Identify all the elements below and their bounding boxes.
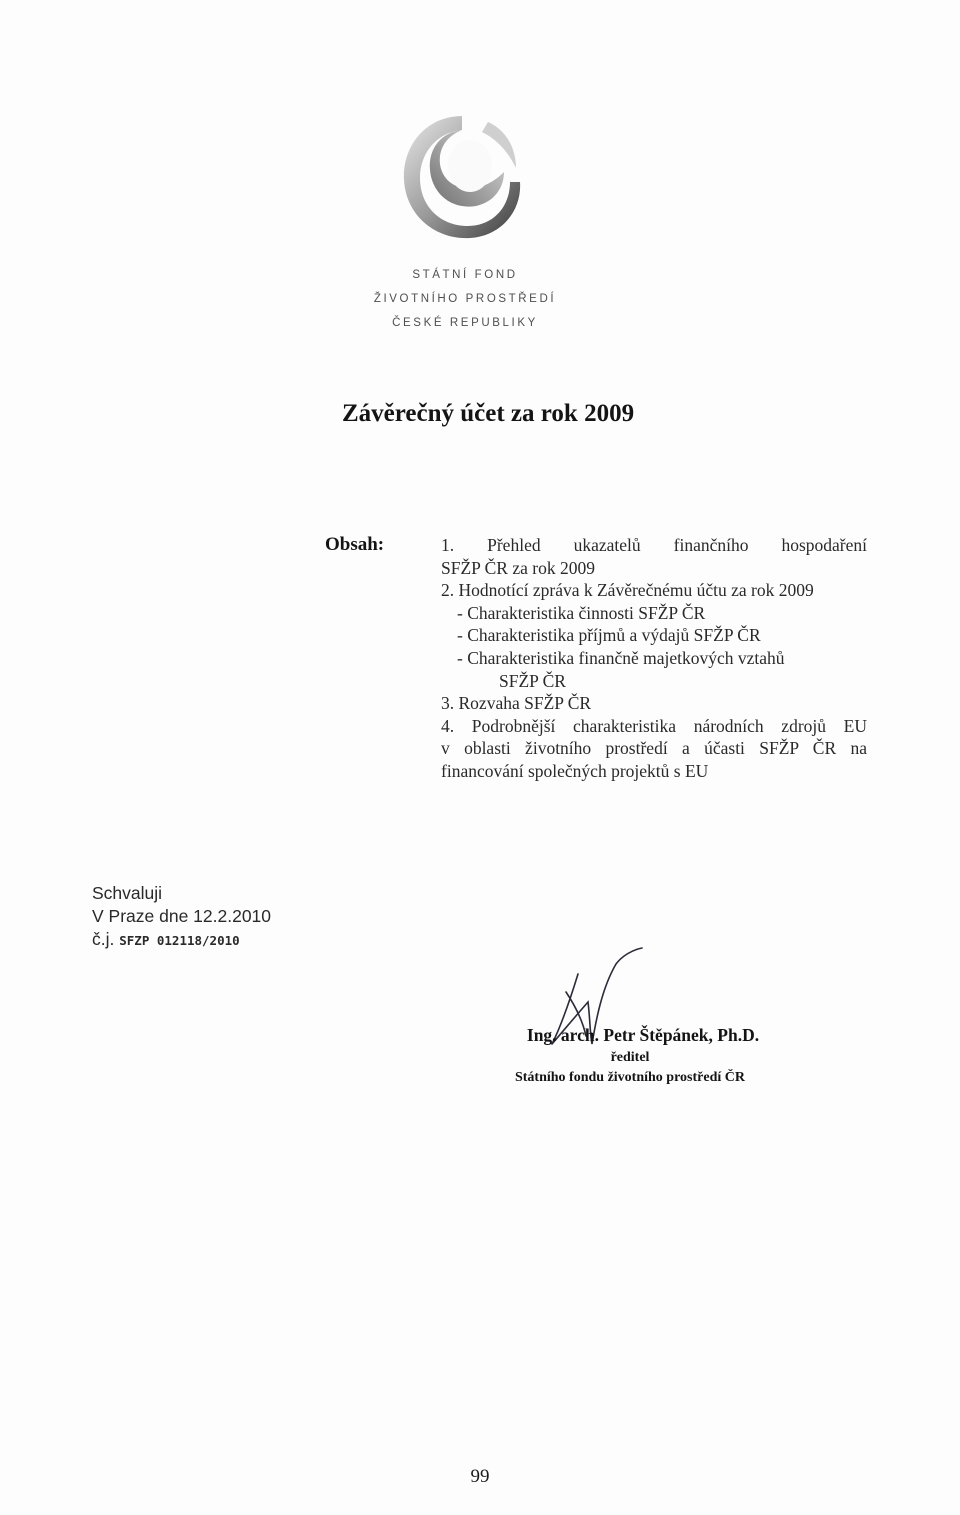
contents-item: SFŽP ČR za rok 2009 bbox=[441, 557, 595, 578]
signatory-organization: Státního fondu životního prostředí ČR bbox=[514, 1070, 745, 1085]
organization-line: ČESKÉ REPUBLIKY bbox=[392, 317, 538, 329]
contents-subitem: SFŽP ČR bbox=[499, 670, 566, 691]
organization-name bbox=[340, 263, 590, 335]
place-date: V Praze dne 12.2.2010 bbox=[92, 906, 272, 926]
contents-item: 1. Přehled ukazatelů finančního hospodaření bbox=[441, 535, 867, 555]
contents-item: 2. Hodnotící zpráva k Závěrečnému účtu za rok 2009 bbox=[441, 580, 814, 601]
contents-label: Obsah: bbox=[325, 534, 385, 555]
reference-code: SFZP 012118/2010 bbox=[119, 933, 240, 948]
approval-block bbox=[92, 882, 271, 952]
contents-item: v oblasti životního prostředí a účasti SFŽP ČR na bbox=[441, 738, 867, 759]
reference-prefix: č.j. bbox=[92, 929, 115, 949]
contents-item: 3. Rozvaha SFŽP ČR bbox=[441, 693, 592, 714]
contents-item: financování společných projektů s EU bbox=[441, 760, 709, 781]
contents-subitem: - Charakteristika činnosti SFŽP ČR bbox=[457, 602, 706, 623]
contents-subitem: - Charakteristika finančně majetkových vztahů bbox=[457, 647, 785, 668]
approval-text: Schvaluji bbox=[92, 883, 163, 903]
document-title: Závěrečný účet za rok 2009 bbox=[342, 400, 635, 427]
page-number: 99 bbox=[470, 1466, 490, 1487]
contents-subitem: - Charakteristika příjmů a výdajů SFŽP ČR bbox=[457, 625, 761, 646]
contents-list bbox=[441, 534, 867, 783]
organization-line: STÁTNÍ FOND bbox=[412, 269, 518, 281]
signatory-name: Ing. arch. Petr Štěpánek, Ph.D. bbox=[526, 1025, 760, 1045]
signatory-role: ředitel bbox=[610, 1050, 650, 1065]
signatory-block bbox=[470, 1022, 790, 1088]
contents-item: 4. Podrobnější charakteristika národních zdrojů EU bbox=[441, 715, 867, 736]
organization-line: ŽIVOTNÍHO PROSTŘEDÍ bbox=[373, 293, 557, 305]
sfzp-logo-icon bbox=[398, 108, 526, 246]
reference-number bbox=[92, 928, 271, 952]
